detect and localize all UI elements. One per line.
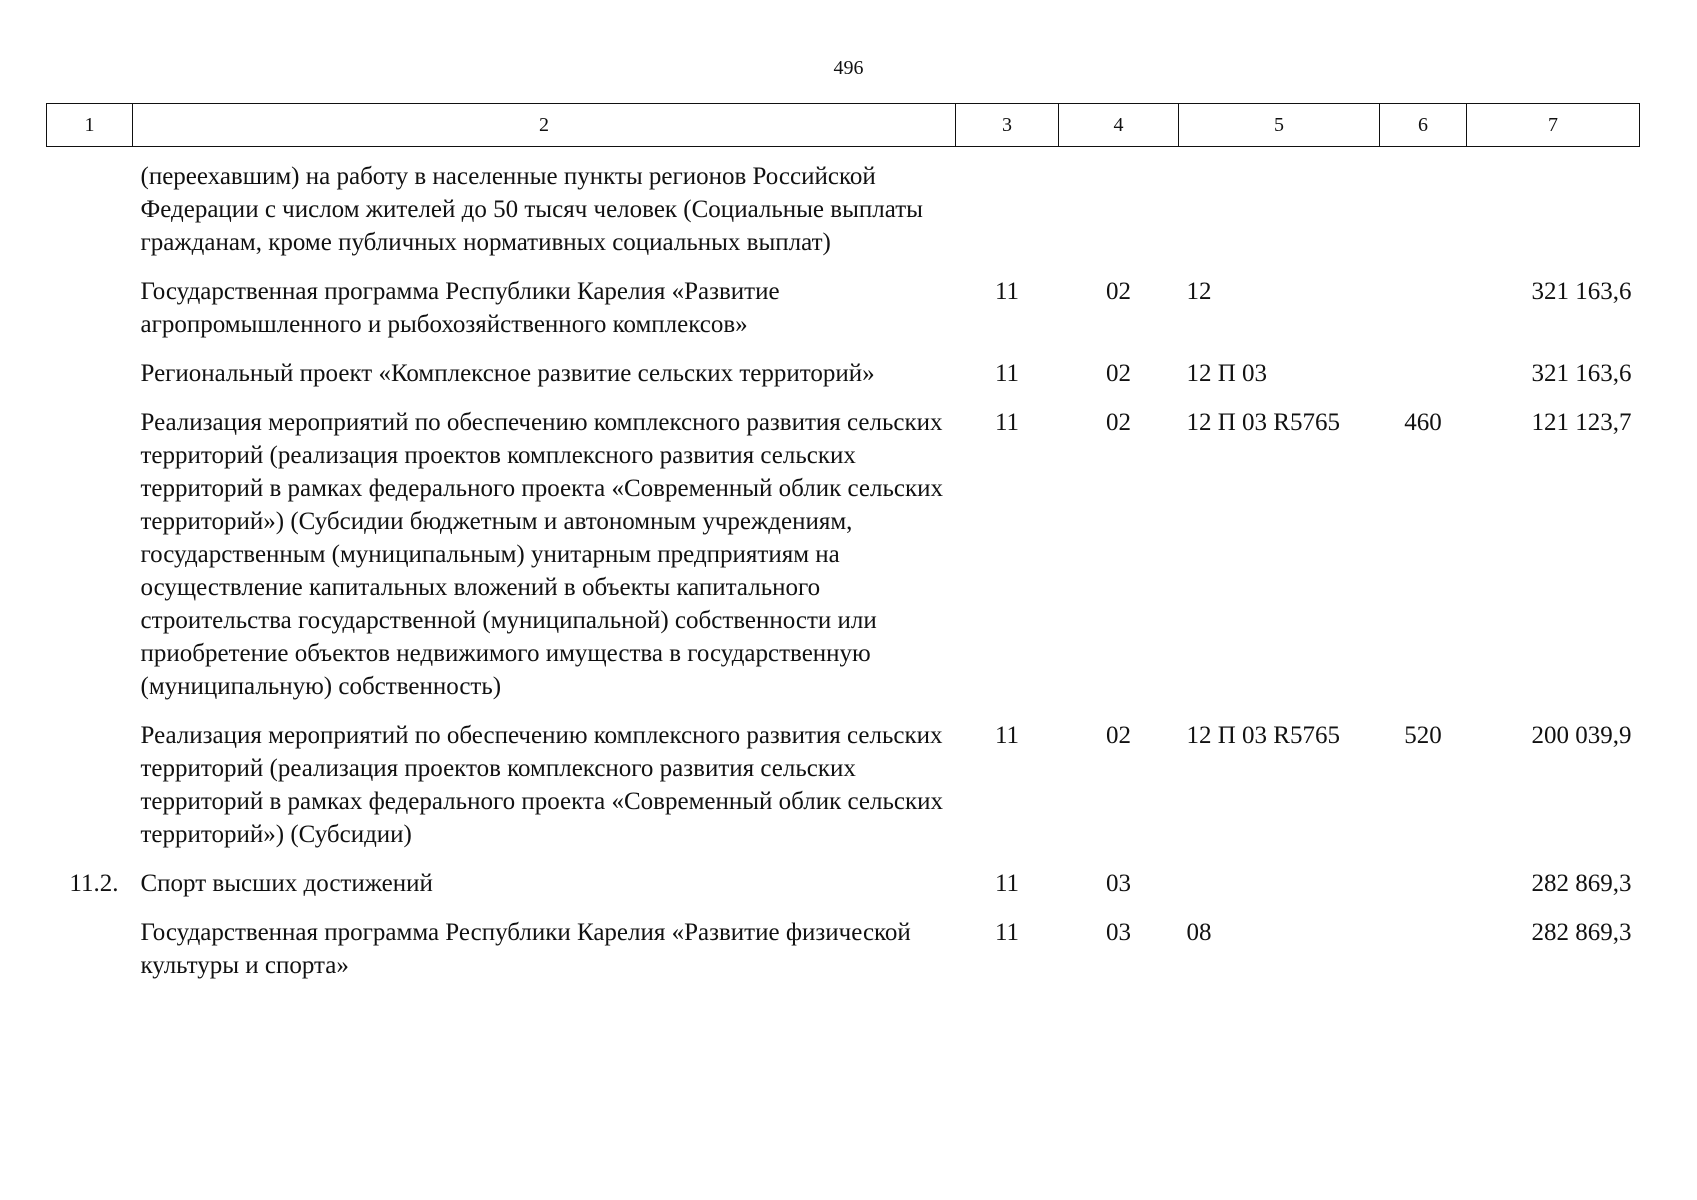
header-col-5: 5 (1179, 104, 1380, 147)
row-amount: 200 039,9 (1531, 722, 1632, 749)
row-col-4: 03 (1106, 919, 1131, 946)
table-row (47, 275, 1640, 357)
row-name: Государственная программа Республики Карелия «Развитие физической культуры и спорта» (140, 919, 911, 979)
table-row (47, 147, 1640, 276)
row-col-6 (1380, 357, 1467, 406)
row-col-4: 02 (1106, 360, 1131, 387)
row-col-3 (956, 147, 1059, 276)
table-row (47, 916, 1640, 998)
row-col-6: 520 (1404, 722, 1442, 749)
row-number (47, 916, 133, 998)
row-amount: 121 123,7 (1531, 409, 1632, 436)
header-col-6: 6 (1380, 104, 1467, 147)
row-col-5: 12 П 03 (1186, 360, 1268, 387)
row-col-3: 11 (994, 919, 1020, 946)
table-header (47, 104, 1640, 147)
row-amount: 321 163,6 (1531, 360, 1632, 387)
row-col-6 (1380, 916, 1467, 998)
row-amount (1467, 147, 1640, 276)
row-amount: 321 163,6 (1531, 278, 1632, 305)
row-name: Спорт высших достижений (140, 870, 433, 897)
table-row (47, 867, 1640, 916)
row-number (47, 357, 133, 406)
header-col-7: 7 (1467, 104, 1640, 147)
header-col-2: 2 (133, 104, 956, 147)
row-name: (переехавшим) на работу в населенные пункты регионов Российской Федерации с числом жителей до 50 тысяч человек (Социальные выплаты гражданам, кроме публичных нормативных социальных выплат) (140, 163, 923, 256)
row-col-6: 460 (1404, 409, 1442, 436)
table-row (47, 719, 1640, 867)
header-row (47, 104, 1640, 147)
row-col-3: 11 (994, 409, 1020, 436)
row-name: Государственная программа Республики Карелия «Развитие агропромышленного и рыбохозяйственного комплексов» (140, 278, 780, 338)
table-body (47, 147, 1640, 999)
row-name: Реализация мероприятий по обеспечению комплексного развития сельских территорий (реализация проектов комплексного развития сельских территорий в рамках федерального проекта «Современный облик сельских территорий») (Субсидии бюджетным и автономным учреждениям, государственным (муниципальным) унитарным предприятиям на осуществление капитальных вложений в объекты капитального строительства государственной (муниципальной) собственности или приобретение объектов недвижимого имущества в государственную (муниципальную) собственность) (140, 409, 944, 700)
row-col-5: 12 П 03 R5765 (1186, 409, 1340, 436)
row-number (47, 719, 133, 867)
row-col-5: 12 (1186, 278, 1212, 305)
row-number (47, 406, 133, 719)
row-col-3: 11 (994, 722, 1020, 749)
row-col-6 (1380, 867, 1467, 916)
budget-table (46, 103, 1640, 998)
header-col-3: 3 (956, 104, 1059, 147)
row-col-4: 02 (1106, 409, 1131, 436)
row-col-3: 11 (994, 278, 1020, 305)
table-row (47, 406, 1640, 719)
table-row (47, 357, 1640, 406)
row-name: Реализация мероприятий по обеспечению комплексного развития сельских территорий (реализация проектов комплексного развития сельских территорий в рамках федерального проекта «Современный облик сельских территорий») (Субсидии) (140, 722, 944, 848)
row-col-4 (1059, 147, 1179, 276)
row-number (47, 275, 133, 357)
row-col-5: 12 П 03 R5765 (1186, 722, 1340, 749)
row-name: Региональный проект «Комплексное развитие сельских территорий» (140, 360, 875, 387)
row-col-3: 11 (994, 360, 1020, 387)
row-col-3: 11 (994, 870, 1020, 897)
row-col-5: 08 (1186, 919, 1212, 946)
row-amount: 282 869,3 (1531, 870, 1632, 897)
row-col-4: 02 (1106, 722, 1131, 749)
header-col-4: 4 (1059, 104, 1179, 147)
row-col-4: 02 (1106, 278, 1131, 305)
row-col-6 (1380, 275, 1467, 357)
row-col-6 (1380, 147, 1467, 276)
row-col-5 (1179, 147, 1380, 276)
row-number: 11.2. (69, 870, 119, 897)
row-number (47, 147, 133, 276)
row-col-4: 03 (1106, 870, 1131, 897)
header-col-1: 1 (47, 104, 133, 147)
row-amount: 282 869,3 (1531, 919, 1632, 946)
row-col-5 (1179, 867, 1380, 916)
page-number: 496 (833, 57, 864, 79)
